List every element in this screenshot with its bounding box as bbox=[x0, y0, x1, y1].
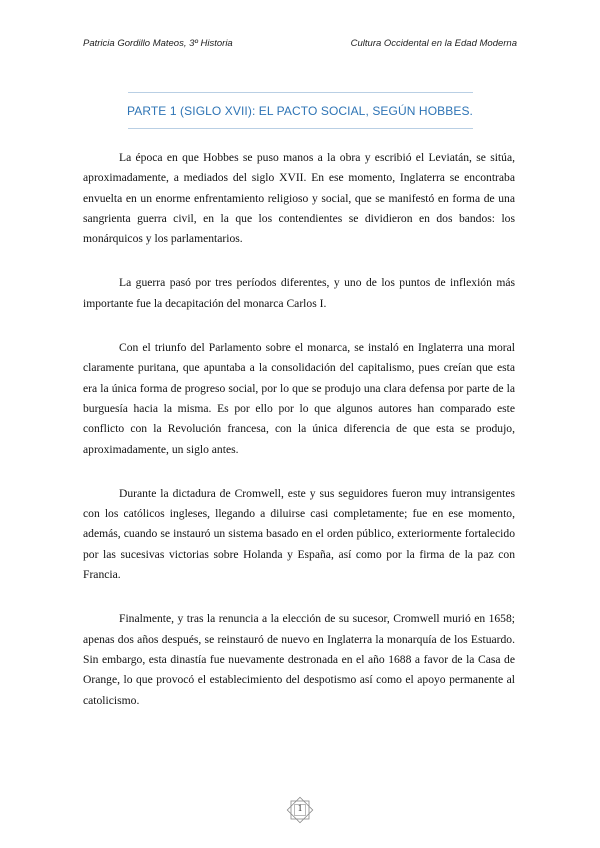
paragraph-4: Durante la dictadura de Cromwell, este y sus seguidores fueron muy intransigentes con los católicos ingleses, llegando a diluirse casi completamente; fue en ese momento, además, cuando se instauró un sistema basado en el orden público, exteriormente fortalecido por las sucesivas victorias sobre Holanda y España, así como por la firma de la paz con Francia. bbox=[83, 486, 515, 582]
title-rule-bottom bbox=[128, 128, 473, 129]
paragraph-3: Con el triunfo del Parlamento sobre el monarca, se instaló en Inglaterra una moral claramente puritana, que apuntaba a la consolidación del capitalismo, pues creían que esta era la única forma de progreso social, por lo que se produjo una clara defensa por parte de la burguesía hacia la misma. Es por ello por lo que algunos autores han comparado este conflicto con la Revolución francesa, con la única diferencia de que esta se produjo, aproximadamente, un siglo antes. bbox=[83, 341, 515, 456]
section-title: PARTE 1 (SIGLO XVII): EL PACTO SOCIAL, SEGÚN HOBBES. bbox=[127, 104, 473, 118]
paragraph-5: Finalmente, y tras la renuncia a la elección de su sucesor, Cromwell murió en 1658; apenas dos años después, se reinstauró de nuevo en Inglaterra la monarquía de los Estuardo. Sin embargo, esta dinastía fue nuevamente destronada en el año 1688 a favor de la Casa de Orange, lo que provocó el establecimiento del despotismo así como el apoyo permanente al catolicismo. bbox=[83, 612, 515, 707]
paragraph-2: La guerra pasó por tres períodos diferentes, y uno de los puntos de inflexión más importante fue la decapitación del monarca Carlos I. bbox=[83, 276, 515, 310]
body-text bbox=[83, 148, 515, 735]
title-rule-top bbox=[128, 92, 473, 93]
page-number: 1 bbox=[297, 803, 303, 813]
paragraph-1: La época en que Hobbes se puso manos a la obra y escribió el Leviatán, se sitúa, aproximadamente, a mediados del siglo XVII. En ese momento, Inglaterra se encontraba envuelta en un enorme enfrentamiento religioso y social, que se manifestó en forma de una sangrienta guerra civil, en la que los contendientes se dividieron en dos bandos: los monárquicos y los parlamentarios. bbox=[83, 151, 515, 246]
header-course: Cultura Occidental en la Edad Moderna bbox=[350, 38, 517, 49]
header-author: Patricia Gordillo Mateos, 3º Historia bbox=[83, 38, 233, 49]
